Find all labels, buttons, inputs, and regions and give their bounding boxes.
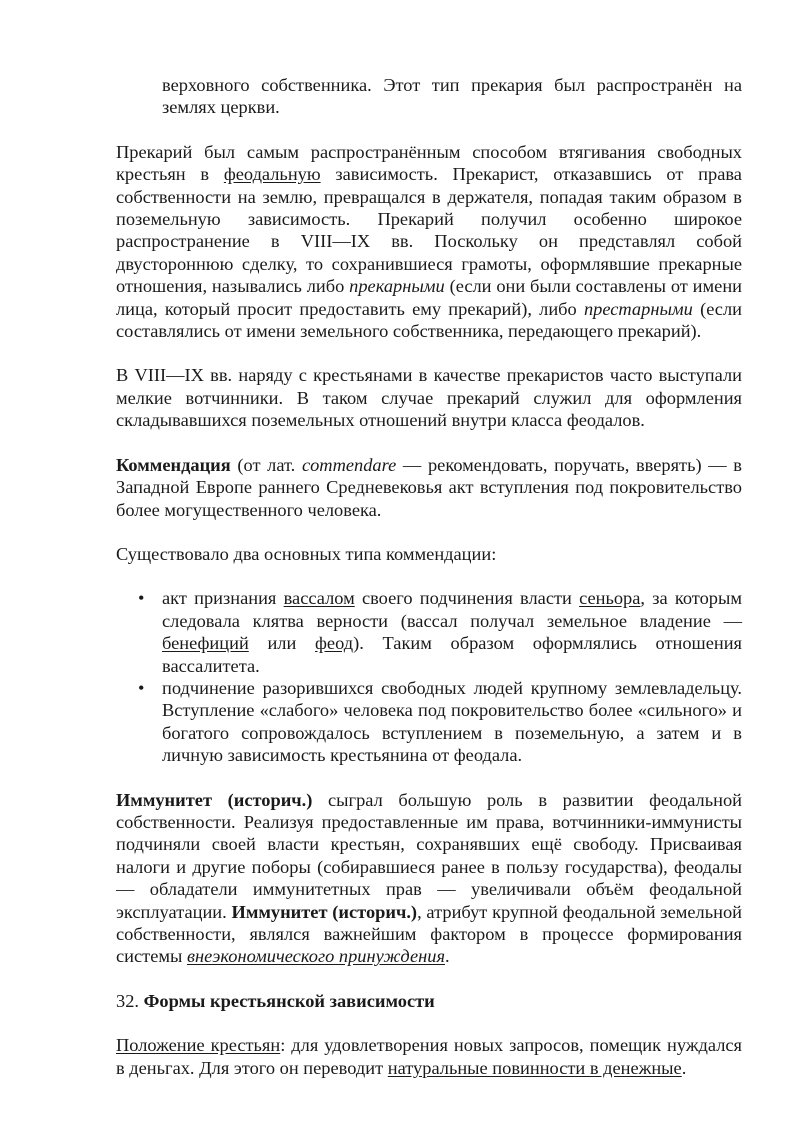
link-peasant-position[interactable]: Положение крестьян [116,1035,281,1056]
list-item: • подчинение разорившихся свободных людей крупному землевладельцу. Вступление «слабого» человека под покровительство более «сильного» и богатого сопровождалось вступлением в поземельную, а затем и в личную зависимость крестьянина от феодала. [162,677,742,767]
term-commendation: Коммендация [116,454,231,475]
paragraph-immunity: Иммунитет (историч.) сыграл большую роль в развитии феодальной собственности. Реализуя предоставленные им права, вотчинники-иммунисты подчиняли своей власти крестьян, сохранявших ещё свободу. Присваивая налоги и другие поборы (собиравшиеся ранее в пользу государства), феодалы — обладатели иммунитетных прав — увеличивали объём феодальной эксплуатации. Иммунитет (историч.), атрибут крупной феодальной земельной собственности, являлся важнейшим фактором в процессе формирования системы внеэкономического принуждения. [116,789,742,967]
term-latin-commendare: commendare [301,454,397,475]
paragraph-precarists: В VIII—IX вв. наряду с крестьянами в качестве прекаристов часто выступали мелкие вотчинники. В таком случае прекарий служил для оформления складывавшихся поземельных отношений внутри класса феодалов. [116,365,742,431]
paragraph-precarium: Прекарий был самым распространённым способом втягивания свободных крестьян в феодальную зависимость. Прекарист, отказавшись от права собственности на землю, превращался в держателя, попадая таким образом в поземельную зависимость. Прекарий получил особенно широкое распространение в VIII—IX вв. Поскольку он представлял собой двустороннюю сделку, то сохранившиеся грамоты, оформлявшие прекарные отношения, назывались либо прекарными (если они были составлены от имени лица, который просит предоставить ему прекарий), либо престарными (если составлялись от имени земельного собственника, передающего прекарий). [116,141,742,342]
commendation-types-list [116,587,742,766]
term-immunity: Иммунитет (историч.) [116,789,313,810]
link-seigneur[interactable]: сеньора [579,588,641,609]
continued-list-text: верховного собственника. Этот тип прекария был распространён на землях церкви. [162,75,742,118]
link-feudal[interactable]: феодальную [223,164,321,185]
link-vassal[interactable]: вассалом [283,588,355,609]
section-number: 32. [116,990,144,1011]
link-fief[interactable]: феод [315,633,354,654]
link-non-economic-coercion[interactable]: внеэкономического принуждения [186,946,445,967]
term-prestarnymi: престарными [583,298,693,319]
paragraph-commendation: Коммендация (от лат. commendare — рекомендовать, поручать, вверять) — в Западной Европе раннего Средневековья акт вступления под покровительство более могущественного человека. [116,454,742,520]
paragraph-peasant-position: Положение крестьян: для удовлетворения новых запросов, помещик нуждался в деньгах. Для этого он переводит натуральные повинности в денежные. [116,1035,742,1078]
document-page [116,74,742,1079]
term-immunity-second: Иммунитет (историч.) [231,901,418,922]
list-item: • акт признания вассалом своего подчинения власти сеньора, за которым следовала клятва верности (вассал получал земельное владение — бенефиций или феод). Таким образом оформлялись отношения вассалитета. [162,587,742,677]
section-title: Формы крестьянской зависимости [143,990,435,1011]
term-precarnymi: прекарными [349,276,445,297]
section-heading [116,990,742,1012]
link-natural-duties[interactable]: натуральные повинности в денежные [387,1057,682,1078]
paragraph-commendation-types: Существовало два основных типа коммендации: [116,543,497,564]
link-benefice[interactable]: бенефиций [162,633,249,654]
